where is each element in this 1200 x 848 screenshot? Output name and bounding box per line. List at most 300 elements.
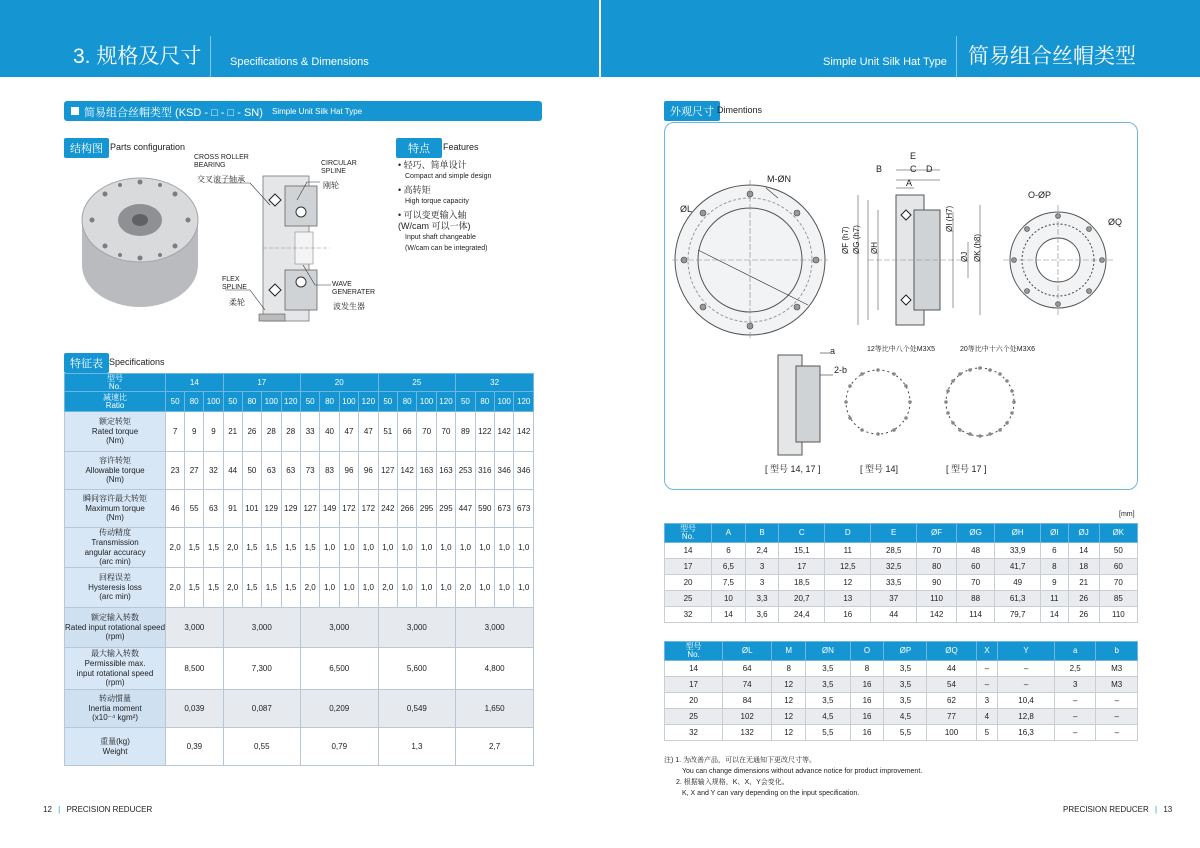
dim-cell: 2,5 [1054, 661, 1095, 677]
note-2-en: K, X and Y can vary depending on the input specification. [682, 790, 860, 797]
spec-cell: 673 [495, 490, 514, 528]
dim-cell: 11 [1041, 591, 1068, 607]
dim-cell: 3,5 [884, 693, 927, 709]
dim-cell: 12 [772, 709, 806, 725]
dim-cell: 3,5 [806, 693, 850, 709]
spec-cell: 101 [242, 490, 261, 528]
dim-cell: 14 [665, 661, 723, 677]
row-label: 转动惯量 Inertia moment (x10⁻⁴ kgm²) [65, 690, 166, 728]
circular-spline-cn: 刚轮 [323, 181, 339, 190]
dim-row [665, 591, 1138, 607]
dim-cell: 12,8 [998, 709, 1055, 725]
ratio-header: 50 [300, 392, 319, 412]
dim-header: 型号 No. [665, 642, 723, 661]
dim-cell: 110 [917, 591, 957, 607]
dim-mark-op: O-ØP [1028, 190, 1052, 200]
spec-cell: 0,209 [300, 690, 378, 728]
dim-cell: – [976, 661, 998, 677]
ratio-header: 50 [223, 392, 242, 412]
caption-14: [ 型号 14] [860, 464, 899, 474]
spec-row [65, 690, 534, 728]
dim-mark-b: B [876, 164, 883, 174]
dim-header: ØG [957, 524, 995, 543]
dim-cell: 12,5 [825, 559, 871, 575]
spec-cell: 1,0 [514, 528, 534, 568]
spec-cell: 295 [417, 490, 436, 528]
dim-row [665, 661, 1138, 677]
right-header-bar [601, 0, 1200, 77]
dim-row [665, 709, 1138, 725]
leader-lines [195, 160, 345, 320]
spec-cell: 5,600 [378, 648, 456, 690]
dim-header: ØJ [1068, 524, 1099, 543]
features-label: 特点 [396, 138, 442, 158]
dim-cell: 84 [723, 693, 772, 709]
dim-cell: 16 [850, 693, 884, 709]
notes [664, 755, 922, 799]
dim-cell: 16 [850, 709, 884, 725]
spec-cell: 7,300 [223, 648, 300, 690]
dim-header: ØP [884, 642, 927, 661]
dim-cell: 14 [665, 543, 712, 559]
spec-cell: 127 [378, 452, 397, 490]
ratio-header: 120 [514, 392, 534, 412]
ratio-header: 100 [204, 392, 223, 412]
head-no: 型号 No. [65, 374, 166, 392]
dim-cell: 3,5 [806, 677, 850, 693]
spec-cell: 1,0 [359, 568, 378, 608]
dim-mark-g: ØG (h7) [852, 225, 861, 254]
spec-cell: 3,000 [456, 608, 534, 648]
dim-header: O [850, 642, 884, 661]
dim-cell: 3,5 [884, 677, 927, 693]
spec-row [65, 608, 534, 648]
spec-cell: 1,0 [514, 568, 534, 608]
spec-row [65, 528, 534, 568]
dim-cell: 33,9 [995, 543, 1041, 559]
spec-cell: 47 [359, 412, 378, 452]
dim-cell: 16 [825, 607, 871, 623]
size-header: 25 [378, 374, 456, 392]
spec-cell: 96 [339, 452, 358, 490]
row-label: 最大输入转数 Permissible max. input rotational speed (rpm) [65, 648, 166, 690]
cross-roller-cn: 交叉滚子轴承 [197, 175, 245, 184]
page-subtitle-left: Specifications & Dimensions [230, 56, 369, 68]
spec-cell: 2,0 [378, 568, 397, 608]
dim-cell: 17 [779, 559, 825, 575]
ratio-header: 50 [378, 392, 397, 412]
dim-cell: – [998, 661, 1055, 677]
spec-cell: 44 [223, 452, 242, 490]
dim-row [665, 677, 1138, 693]
dim-cell: 60 [1099, 559, 1137, 575]
dim-cell: 3,5 [806, 661, 850, 677]
spec-cell: 0,039 [166, 690, 224, 728]
spec-cell: 83 [320, 452, 339, 490]
dim-cell: 5,5 [884, 725, 927, 741]
row-label: 额定转矩 Rated torque (Nm) [65, 412, 166, 452]
spec-cell: 172 [359, 490, 378, 528]
page-number-left: 12 [43, 805, 52, 814]
spec-cell: 127 [300, 490, 319, 528]
spec-cell: 129 [281, 490, 300, 528]
ratio-header: 80 [320, 392, 339, 412]
dim-cell: 17 [665, 677, 723, 693]
dim-cell: 142 [917, 607, 957, 623]
dim-cell: 6 [1041, 543, 1068, 559]
dim-cell: 13 [825, 591, 871, 607]
spec-cell: 142 [397, 452, 416, 490]
spec-cell: 142 [514, 412, 534, 452]
spec-cell: 1,0 [339, 568, 358, 608]
dim-cell: 61,3 [995, 591, 1041, 607]
page-title-right: 简易组合丝帽类型 [968, 45, 1136, 68]
dim-cell: 6,5 [712, 559, 746, 575]
dim-cell: 3,5 [884, 661, 927, 677]
size-header: 32 [456, 374, 534, 392]
spec-cell: 7 [166, 412, 185, 452]
caption-14-17: [ 型号 14, 17 ] [765, 464, 821, 474]
wave-generator-label: WAVE GENERATER [332, 281, 376, 296]
ratio-header: 80 [397, 392, 416, 412]
specs-label-en: Specifications [109, 357, 165, 367]
holes-label-17: 20等比中十六个处M3X6 [960, 346, 1036, 353]
dim-cell: 3 [745, 559, 779, 575]
dim-mark-mn: M-ØN [767, 174, 791, 184]
spec-cell: 40 [320, 412, 339, 452]
dim-cell: 44 [927, 661, 976, 677]
dim-cell: 17 [665, 559, 712, 575]
spec-cell: 1,5 [204, 528, 223, 568]
spec-cell: 26 [242, 412, 261, 452]
spec-cell: 1,0 [436, 568, 455, 608]
dim-header: ØQ [927, 642, 976, 661]
dim-row [665, 693, 1138, 709]
header-divider [956, 36, 957, 77]
dim-cell: 18 [1068, 559, 1099, 575]
spec-cell: 1,0 [339, 528, 358, 568]
spec-cell: 28 [262, 412, 281, 452]
spec-cell: 1,5 [300, 528, 319, 568]
ratio-header: 100 [339, 392, 358, 412]
dim-cell: 50 [1099, 543, 1137, 559]
dim-cell: 74 [723, 677, 772, 693]
dim-cell: 132 [723, 725, 772, 741]
spec-cell: 1,650 [456, 690, 534, 728]
dim-cell: 37 [871, 591, 917, 607]
dim-mark-j: ØJ [960, 251, 969, 262]
spec-cell: 2,7 [456, 728, 534, 766]
dim-mark-b-small: 2-b [834, 365, 848, 375]
spec-cell: 346 [495, 452, 514, 490]
dim-mark-h: ØH [870, 242, 879, 254]
spec-cell: 163 [417, 452, 436, 490]
dim-cell: 10 [712, 591, 746, 607]
spec-cell: 1,0 [320, 528, 339, 568]
spec-cell: 295 [436, 490, 455, 528]
parts-label-en: Parts configuration [110, 142, 186, 152]
spec-cell: 3,000 [166, 608, 224, 648]
spec-cell: 6,500 [300, 648, 378, 690]
dim-cell: – [976, 677, 998, 693]
dim-header: M [772, 642, 806, 661]
spec-cell: 28 [281, 412, 300, 452]
dim-cell: 12 [772, 725, 806, 741]
spec-cell: 47 [339, 412, 358, 452]
page-number-right: 13 [1163, 805, 1173, 814]
dim-header: X [976, 642, 998, 661]
dim-cell: 62 [927, 693, 976, 709]
spec-cell: 316 [475, 452, 494, 490]
spec-cell: 346 [514, 452, 534, 490]
dim-cell: 8 [850, 661, 884, 677]
dim-cell: 21 [1068, 575, 1099, 591]
dim-cell: – [1054, 693, 1095, 709]
spec-cell: 172 [339, 490, 358, 528]
feature-item: • 可以变更输入轴 (W/cam 可以一体) [398, 210, 471, 231]
spec-cell: 70 [436, 412, 455, 452]
holes-label-14: 12等比中八个处M3X5 [867, 346, 936, 353]
section-banner [64, 101, 542, 121]
dim-header: D [825, 524, 871, 543]
dim-cell: 16 [850, 725, 884, 741]
spec-cell: 1,0 [378, 528, 397, 568]
spec-cell: 3,000 [378, 608, 456, 648]
parts-label: 结构图 [64, 138, 109, 158]
spec-cell: 1,0 [475, 568, 494, 608]
spec-cell: 242 [378, 490, 397, 528]
dim-header: ØL [723, 642, 772, 661]
dim-cell: 4,5 [806, 709, 850, 725]
square-bullet-icon [71, 107, 79, 115]
unit-label: [mm] [1119, 511, 1135, 518]
spec-cell: 2,0 [166, 568, 185, 608]
ratio-header: 80 [475, 392, 494, 412]
dim-header: Y [998, 642, 1055, 661]
spec-cell: 63 [262, 452, 281, 490]
dim-mark-c: C [910, 164, 917, 174]
dim-cell: 14 [1068, 543, 1099, 559]
dim-cell: 70 [957, 575, 995, 591]
dim-cell: 24,4 [779, 607, 825, 623]
spec-cell: 3,000 [300, 608, 378, 648]
circular-spline-label: CIRCULAR SPLINE [321, 160, 357, 175]
spec-cell: 1,5 [185, 568, 204, 608]
footer-left: 12 | PRECISION REDUCER [43, 805, 153, 814]
spec-cell: 447 [456, 490, 475, 528]
spec-cell: 1,0 [359, 528, 378, 568]
spec-cell: 1,5 [281, 528, 300, 568]
spec-cell: 46 [166, 490, 185, 528]
spec-cell: 1,0 [436, 528, 455, 568]
ratio-header: 120 [359, 392, 378, 412]
dim-cell: – [1096, 693, 1138, 709]
dim-mark-i: ØI (H7) [945, 205, 954, 232]
spec-cell: 0,55 [223, 728, 300, 766]
spec-cell: 2,0 [456, 568, 475, 608]
spec-cell: 1,0 [495, 568, 514, 608]
spec-cell: 70 [417, 412, 436, 452]
page-subtitle-right: Simple Unit Silk Hat Type [823, 56, 947, 68]
spec-cell: 66 [397, 412, 416, 452]
spec-cell: 50 [242, 452, 261, 490]
dim-mark-l: ØL [680, 204, 693, 214]
spec-cell: 89 [456, 412, 475, 452]
dim-cell: 3 [1054, 677, 1095, 693]
dim-header: C [779, 524, 825, 543]
spec-cell: 0,39 [166, 728, 224, 766]
dim-cell: 100 [927, 725, 976, 741]
spec-cell: 1,5 [204, 568, 223, 608]
dim-cell: 32 [665, 607, 712, 623]
dim-cell: 16 [850, 677, 884, 693]
dim-cell: 3,3 [745, 591, 779, 607]
dim-cell: 7,5 [712, 575, 746, 591]
reducer-3d-illustration [70, 160, 200, 310]
size-header: 20 [300, 374, 378, 392]
dim-cell: 18,5 [779, 575, 825, 591]
section-title-en: Simple Unit Silk Hat Type [272, 107, 363, 116]
row-label: 容许转矩 Allowable torque (Nm) [65, 452, 166, 490]
dim-cell: 20 [665, 575, 712, 591]
spec-cell: 0,087 [223, 690, 300, 728]
spec-row [65, 728, 534, 766]
dim-cell: 3,6 [745, 607, 779, 623]
dim-cell: 25 [665, 591, 712, 607]
dim-cell: 12 [772, 677, 806, 693]
flex-spline-label: FLEX SPLINE [222, 276, 247, 291]
ratio-header: 100 [417, 392, 436, 412]
dim-row [665, 607, 1138, 623]
spec-row [65, 490, 534, 528]
dim-cell: 5 [976, 725, 998, 741]
dim-mark-q: ØQ [1108, 217, 1123, 227]
dim-cell: 114 [957, 607, 995, 623]
dim-cell: 70 [1099, 575, 1137, 591]
dim-cell: 25 [665, 709, 723, 725]
spec-cell: 73 [300, 452, 319, 490]
spec-cell: 149 [320, 490, 339, 528]
dimensions-table-2 [664, 641, 1138, 741]
dim-cell: 54 [927, 677, 976, 693]
spec-cell: 1,5 [185, 528, 204, 568]
ratio-header: 50 [166, 392, 185, 412]
dim-cell: M3 [1096, 661, 1138, 677]
spec-cell: 590 [475, 490, 494, 528]
dim-cell: 11 [825, 543, 871, 559]
row-label: 重量(kg) Weight [65, 728, 166, 766]
dim-cell: 79,7 [995, 607, 1041, 623]
dim-cell: 60 [957, 559, 995, 575]
dim-mark-a-small: a [830, 346, 836, 356]
spec-cell: 1,5 [262, 568, 281, 608]
spec-cell: 253 [456, 452, 475, 490]
ratio-header: 120 [281, 392, 300, 412]
note-2: 2. 根据输入规格，K、X、Y会变化。 [676, 779, 789, 786]
spec-cell: 1,5 [281, 568, 300, 608]
row-label: 瞬间容许最大转矩 Maximum torque (Nm) [65, 490, 166, 528]
dim-cell: 8 [1041, 559, 1068, 575]
dim-cell: 20,7 [779, 591, 825, 607]
specs-label: 特征表 [64, 353, 109, 373]
spec-cell: 3,000 [223, 608, 300, 648]
spec-cell: 1,5 [242, 568, 261, 608]
spec-cell: 1,0 [397, 528, 416, 568]
dim-cell: 10,4 [998, 693, 1055, 709]
dim-mark-e: E [910, 151, 917, 161]
caption-17: [ 型号 17 ] [946, 464, 987, 474]
dim-cell: 32 [665, 725, 723, 741]
header-divider [210, 36, 211, 77]
size-header: 17 [223, 374, 300, 392]
dim-cell: – [998, 677, 1055, 693]
dim-cell: 14 [1041, 607, 1068, 623]
dim-cell: 64 [723, 661, 772, 677]
dim-cell: – [1054, 709, 1095, 725]
spec-cell: 1,0 [495, 528, 514, 568]
dim-mark-k: ØK (h8) [973, 233, 982, 262]
dim-cell: 2,4 [745, 543, 779, 559]
dim-row [665, 543, 1138, 559]
note-1-en: You can change dimensions without advance notice for product improvement. [682, 768, 923, 775]
dim-row [665, 575, 1138, 591]
spec-cell: 1,5 [262, 528, 281, 568]
spec-cell: 1,0 [475, 528, 494, 568]
dim-cell: 5,5 [806, 725, 850, 741]
flex-spline-cn: 柔轮 [229, 298, 245, 307]
spec-cell: 2,0 [223, 528, 242, 568]
spec-cell: 1,0 [397, 568, 416, 608]
spec-cell: 1,0 [320, 568, 339, 608]
dim-cell: 14 [712, 607, 746, 623]
specifications-table [64, 373, 534, 766]
dim-header: ØK [1099, 524, 1137, 543]
spec-cell: 9 [204, 412, 223, 452]
dim-cell: 9 [1041, 575, 1068, 591]
row-label: 额定输入转数 Rated input rotational speed (rpm) [65, 608, 166, 648]
dim-mark-a: A [906, 178, 913, 188]
dim-cell: 16,3 [998, 725, 1055, 741]
section-title: 简易组合丝帽类型 (KSD - □ - □ - SN) [84, 107, 263, 119]
spec-cell: 8,500 [166, 648, 224, 690]
dim-cell: 90 [917, 575, 957, 591]
spec-row [65, 648, 534, 690]
spec-cell: 673 [514, 490, 534, 528]
spec-cell: 1,3 [378, 728, 456, 766]
dim-cell: 110 [1099, 607, 1137, 623]
dim-cell: 28,5 [871, 543, 917, 559]
dim-cell: 12 [825, 575, 871, 591]
dim-mark-d: D [926, 164, 933, 174]
dim-cell: 3 [745, 575, 779, 591]
spec-row [65, 412, 534, 452]
dims-label-en: Dimentions [717, 105, 763, 115]
ratio-header: 100 [495, 392, 514, 412]
spec-cell: 0,79 [300, 728, 378, 766]
ratio-header: 50 [456, 392, 475, 412]
dim-cell: 6 [712, 543, 746, 559]
dim-cell: 48 [957, 543, 995, 559]
ratio-header: 80 [242, 392, 261, 412]
dim-cell: 12 [772, 693, 806, 709]
spec-cell: 91 [223, 490, 242, 528]
dim-cell: 85 [1099, 591, 1137, 607]
feature-item: • 轻巧、简单设计 [398, 160, 467, 170]
spec-cell: 96 [359, 452, 378, 490]
wave-generator-cn: 波发生器 [333, 302, 365, 311]
head-ratio: 减速比 Ratio [65, 392, 166, 412]
dim-cell: 44 [871, 607, 917, 623]
